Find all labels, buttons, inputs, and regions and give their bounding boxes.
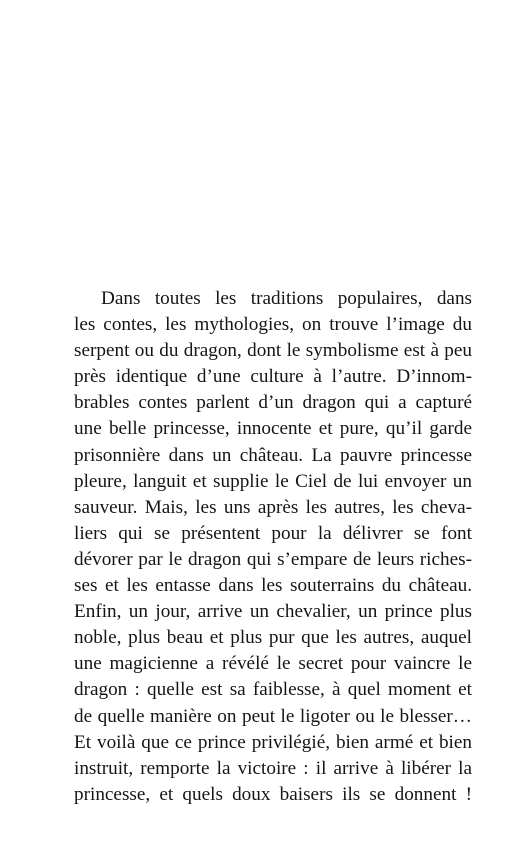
text-line: les contes, les mythologies, on trouve l’image du [74, 314, 472, 336]
text-line: une magicienne a révélé le secret pour vaincre le [74, 653, 472, 675]
text-line: sauveur. Mais, les uns après les autres, les cheva- [74, 496, 472, 518]
text-line: de quelle manière on peut le ligoter ou le blesser… [74, 705, 472, 727]
text-line: liers qui se présentent pour la délivrer se font [74, 522, 472, 544]
text-line: dragon : quelle est sa faiblesse, à quel moment et [74, 679, 472, 701]
text-line: Enfin, un jour, arrive un chevalier, un prince plus [74, 601, 472, 623]
text-line: brables contes parlent d’un dragon qui a capturé [74, 392, 472, 414]
text-line: prisonnière dans un château. La pauvre princesse [74, 444, 472, 466]
text-line: instruit, remporte la victoire : il arrive à libérer la [74, 757, 472, 779]
text-line: princesse, et quels doux baisers ils se donnent ! [74, 783, 472, 805]
text-line: Et voilà que ce prince privilégié, bien armé et bien [74, 731, 472, 753]
text-line: Dans toutes les traditions populaires, dans [101, 288, 472, 309]
text-line: près identique d’une culture à l’autre. D’innom- [74, 366, 472, 388]
text-line: dévorer par le dragon qui s’empare de leurs riches- [74, 548, 472, 570]
text-line: noble, plus beau et plus pur que les autres, auquel [74, 627, 472, 649]
body-paragraph [74, 286, 472, 808]
text-line: une belle princesse, innocente et pure, qu’il garde [74, 418, 472, 440]
text-line: serpent ou du dragon, dont le symbolisme est à peu [74, 340, 472, 362]
text-line: ses et les entasse dans les souterrains du château. [74, 575, 472, 597]
text-line: pleure, languit et supplie le Ciel de lui envoyer un [74, 470, 472, 492]
